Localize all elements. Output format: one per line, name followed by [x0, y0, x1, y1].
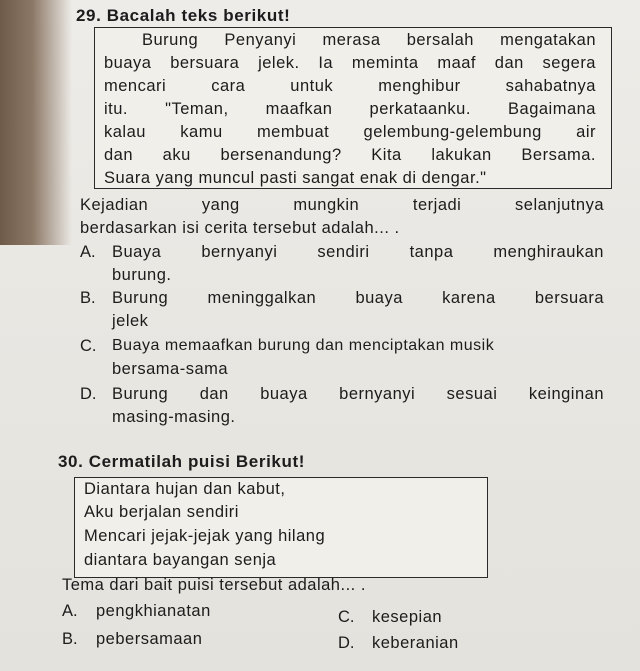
passage-line: kalau kamu membuat gelembung-gelembung air: [104, 123, 596, 141]
poem-line: Aku berjalan sendiri: [84, 503, 239, 521]
passage-line: itu. "Teman, maafkan perkataanku. Bagaimana: [104, 100, 596, 118]
option-letter: C.: [338, 608, 355, 626]
option-letter: D.: [338, 634, 355, 652]
poem-line: Diantara hujan dan kabut,: [84, 480, 286, 498]
option-letter: A.: [62, 602, 78, 620]
poem-line: Mencari jejak-jejak yang hilang: [84, 527, 326, 545]
option-b-text[interactable]: jelek: [112, 312, 149, 330]
option-d-text[interactable]: Burung dan buaya bernyanyi sesuai keinginan: [112, 385, 604, 403]
background-shadow: [0, 0, 72, 245]
option-letter: C.: [80, 337, 97, 355]
option-a-text[interactable]: pengkhianatan: [96, 602, 211, 620]
question-30-text: Tema dari bait puisi tersebut adalah... .: [62, 576, 366, 594]
option-letter: A.: [80, 243, 96, 261]
question-29-text: berdasarkan isi cerita tersebut adalah... .: [80, 219, 400, 237]
option-d-text[interactable]: masing-masing.: [112, 408, 236, 426]
option-d-text[interactable]: keberanian: [372, 634, 459, 652]
option-a-text[interactable]: Buaya bernyanyi sendiri tanpa menghiraukan: [112, 243, 604, 261]
option-c-text[interactable]: Buaya memaafkan burung dan menciptakan musik: [112, 337, 495, 354]
passage-line: Burung Penyanyi merasa bersalah mengatakan: [142, 31, 596, 49]
question-29-title: 29. Bacalah teks berikut!: [76, 6, 291, 25]
question-29-text: Kejadian yang mungkin terjadi selanjutnya: [80, 196, 604, 214]
option-c-text[interactable]: bersama-sama: [112, 360, 229, 378]
option-b-text[interactable]: pebersamaan: [96, 630, 203, 648]
option-b-text[interactable]: Burung meninggalkan buaya karena bersuara: [112, 289, 604, 307]
passage-line: buaya bersuara jelek. Ia meminta maaf dan segera: [104, 54, 596, 72]
question-30-title: 30. Cermatilah puisi Berikut!: [58, 452, 305, 471]
passage-line: mencari cara untuk menghibur sahabatnya: [104, 77, 596, 95]
option-c-text[interactable]: kesepian: [372, 608, 443, 626]
option-letter: B.: [80, 289, 96, 307]
poem-line: diantara bayangan senja: [84, 551, 277, 569]
option-a-text[interactable]: burung.: [112, 266, 172, 284]
option-letter: D.: [80, 385, 97, 403]
passage-line: dan aku bersenandung? Kita lakukan Bersama.: [104, 146, 596, 164]
option-letter: B.: [62, 630, 78, 648]
passage-line: Suara yang muncul pasti sangat enak di dengar.": [104, 169, 487, 187]
